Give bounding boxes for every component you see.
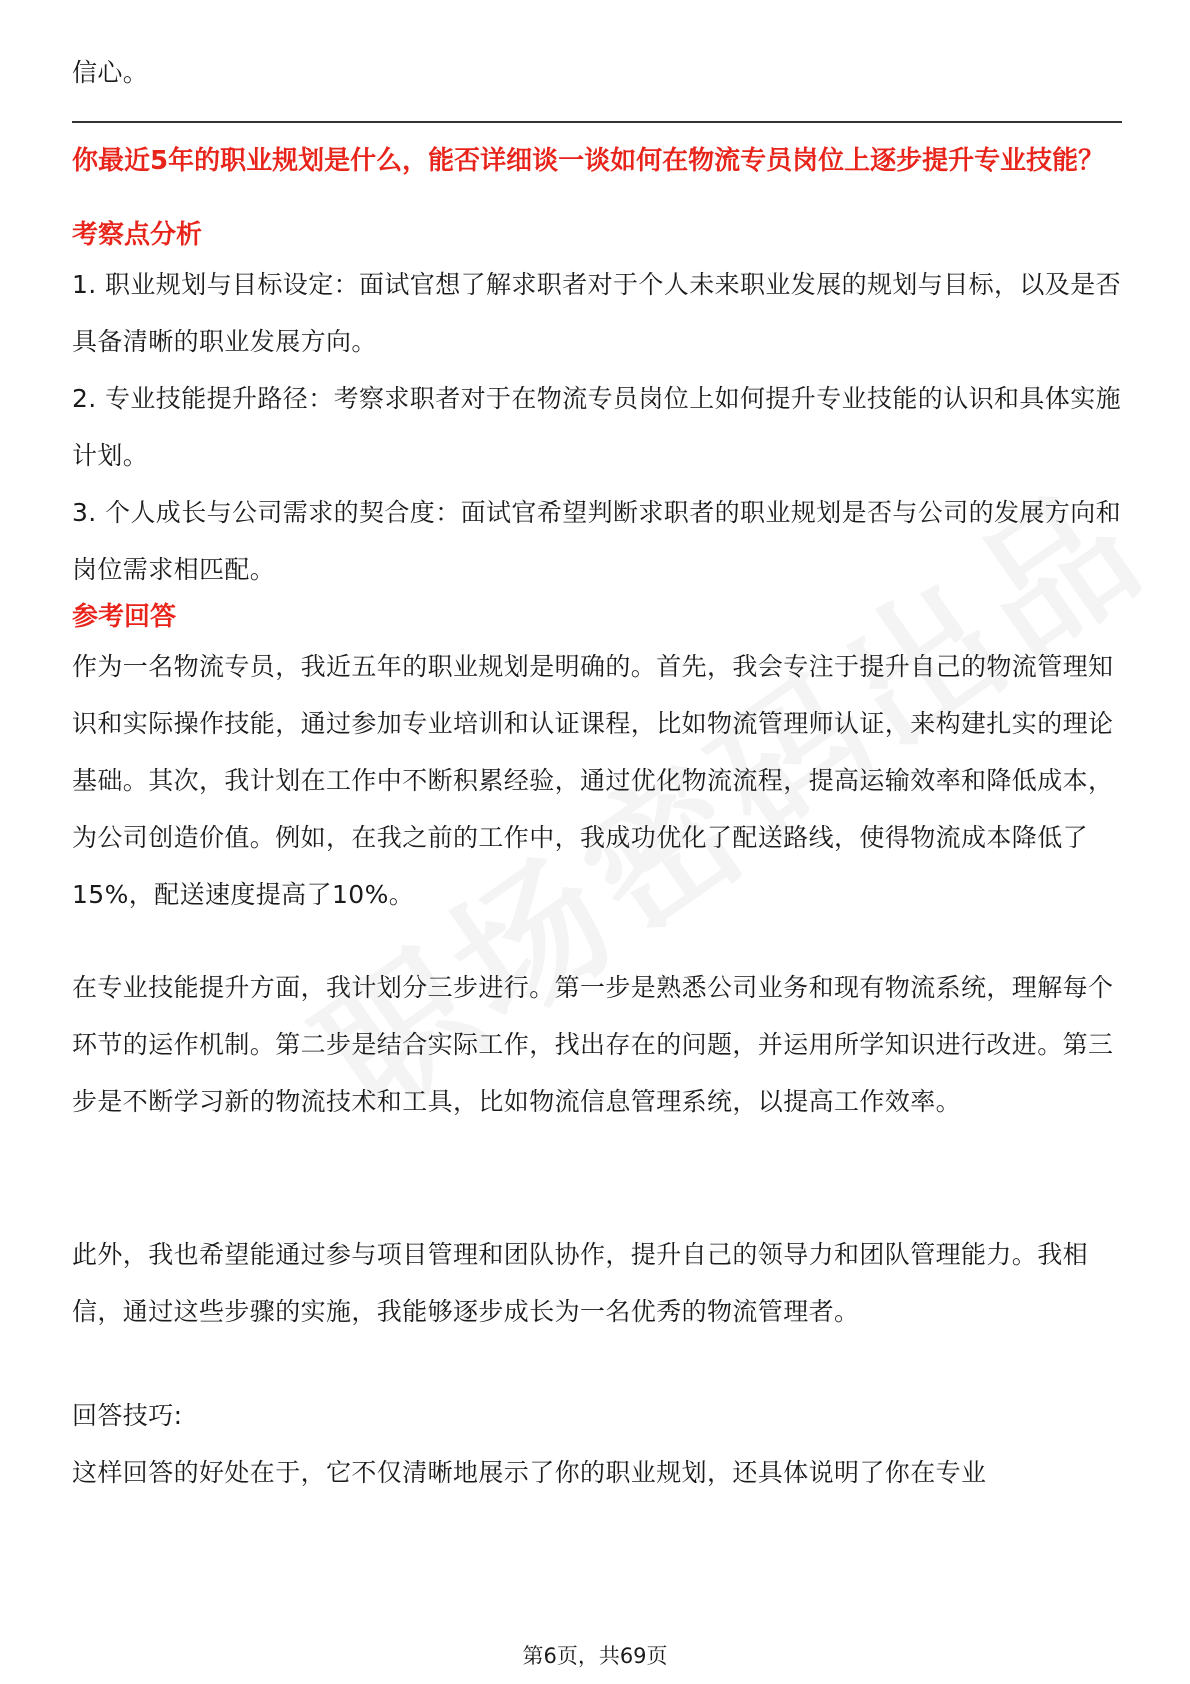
question-title: 你最近5年的职业规划是什么，能否详细谈一谈如何在物流专员岗位上逐步提升专业技能？: [72, 146, 1105, 176]
tips-text: 这样回答的好处在于，它不仅清晰地展示了你的职业规划，还具体说明了你在专业: [72, 1458, 987, 1487]
page-number: 第6页，共69页: [522, 1644, 668, 1668]
analysis-point-3: 3. 个人成长与公司需求的契合度：面试官希望判断求职者的职业规划是否与公司的发展方向和岗位需求相匹配。: [72, 498, 1122, 584]
answer-paragraph-3: 此外，我也希望能通过参与项目管理和团队协作，提升自己的领导力和团队管理能力。我相信，通过这些步骤的实施，我能够逐步成长为一名优秀的物流管理者。: [72, 1240, 1089, 1326]
analysis-point-1: 1. 职业规划与目标设定：面试官想了解求职者对于个人未来职业发展的规划与目标，以及是否具备清晰的职业发展方向。: [72, 270, 1122, 356]
continued-text: 信心。: [72, 58, 149, 87]
tips-block: [72, 1387, 1122, 1501]
answer-paragraph-2: 在专业技能提升方面，我计划分三步进行。第一步是熟悉公司业务和现有物流系统，理解每个环节的运作机制。第二步是结合实际工作，找出存在的问题，并运用所学知识进行改进。第三步是不断学习新的物流技术和工具，比如物流信息管理系统，以提高工作效率。: [72, 973, 1114, 1116]
answer-paragraph-1: 作为一名物流专员，我近五年的职业规划是明确的。首先，我会专注于提升自己的物流管理知识和实际操作技能，通过参加专业培训和认证课程，比如物流管理师认证，来构建扎实的理论基础。其次，我计划在工作中不断积累经验，通过优化物流流程，提高运输效率和降低成本，为公司创造价值。例如，在我之前的工作中，我成功优化了配送路线，使得物流成本降低了15%，配送速度提高了10%。: [72, 652, 1114, 909]
section-divider: [72, 121, 1122, 123]
answer-paragraph-2-block: [72, 959, 1122, 1130]
analysis-list: [72, 256, 1122, 598]
answer-heading: 参考回答: [72, 602, 177, 632]
analysis-heading: 考察点分析: [72, 220, 203, 250]
answer-paragraph-1-block: [72, 638, 1122, 923]
tips-heading: 回答技巧:: [72, 1401, 183, 1430]
answer-paragraph-3-block: [72, 1226, 1122, 1340]
analysis-point-2: 2. 专业技能提升路径：考察求职者对于在物流专员岗位上如何提升专业技能的认识和具体实施计划。: [72, 384, 1122, 470]
